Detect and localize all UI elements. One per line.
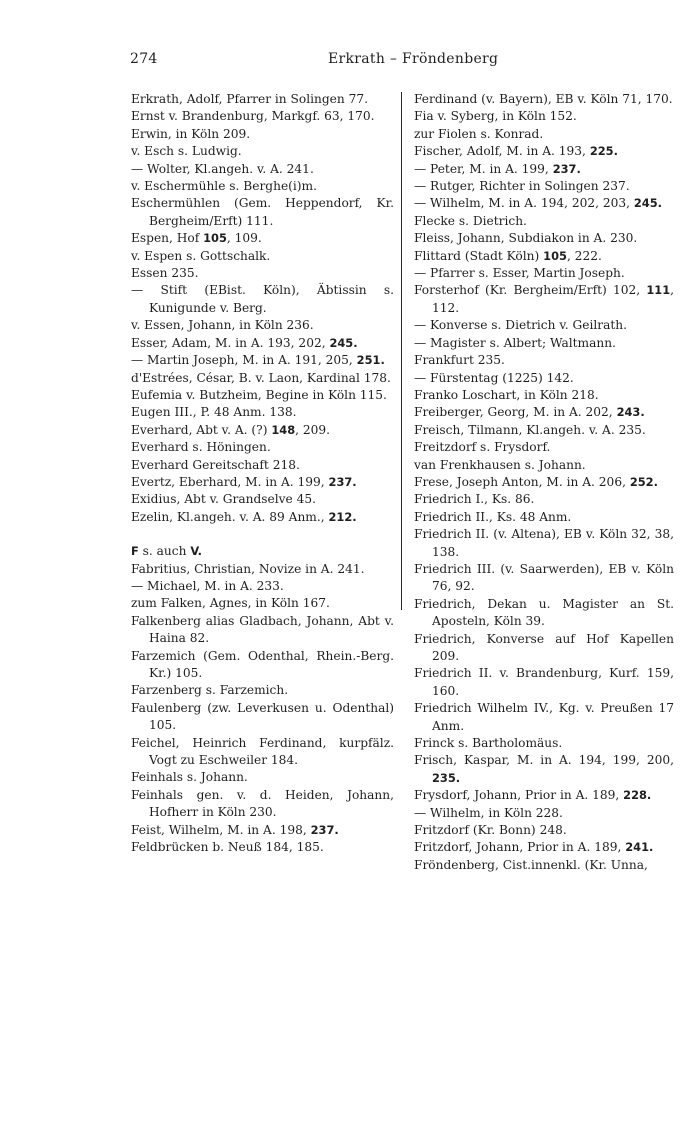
- entry-text: Frysdorf, Johann, Prior in A. 189,: [414, 788, 624, 803]
- index-entry: [414, 422, 674, 439]
- entry-text: Eugen III., P. 48 Anm. 138.: [131, 405, 297, 420]
- bold-reference: 237.: [310, 822, 339, 837]
- bold-reference: F: [131, 544, 139, 559]
- entry-text: s. auch: [138, 544, 191, 559]
- index-entry: [414, 213, 674, 230]
- entry-text: — Wilhelm, M. in A. 194, 202, 203,: [414, 196, 634, 211]
- entry-text: Friedrich II., Ks. 48 Anm.: [414, 509, 572, 524]
- entry-text: Feinhals gen. v. d. Heiden, Johann, Hofherr in Köln 230.: [131, 787, 394, 820]
- bold-reference: 111: [646, 283, 671, 298]
- index-entry: [414, 787, 674, 804]
- index-entry: [131, 248, 394, 265]
- index-entry: [414, 370, 674, 387]
- entry-text: Feist, Wilhelm, M. in A. 198,: [131, 822, 311, 837]
- index-entry: [414, 248, 674, 265]
- index-entry: [414, 265, 674, 282]
- bold-reference: 241.: [625, 840, 654, 855]
- index-entry: [414, 457, 674, 474]
- index-entry: [131, 613, 394, 648]
- entry-text: Essen 235.: [131, 266, 199, 281]
- index-entry: [414, 335, 674, 352]
- index-entry: [414, 526, 674, 561]
- entry-text: Friedrich I., Ks. 86.: [414, 492, 535, 507]
- bold-reference: 105: [203, 231, 227, 246]
- entry-text: Evertz, Eberhard, M. in A. 199,: [131, 474, 329, 489]
- entry-text: Fia v. Syberg, in Köln 152.: [414, 109, 577, 124]
- entry-text: Freisch, Tilmann, Kl.angeh. v. A. 235.: [414, 422, 646, 437]
- entry-text: Espen, Hof: [131, 231, 204, 246]
- index-entry: [414, 561, 674, 596]
- index-entry: [414, 91, 674, 108]
- index-entry: [131, 387, 394, 404]
- entry-text: Eufemia v. Butzheim, Begine in Köln 115.: [131, 387, 387, 402]
- entry-text: Everhard, Abt v. A. (?): [131, 422, 272, 437]
- entry-text: — Magister s. Albert; Waltmann.: [414, 335, 616, 350]
- entry-text: Feldbrücken b. Neuß 184, 185.: [131, 840, 324, 855]
- index-entry: [414, 805, 674, 822]
- index-entry: [414, 404, 674, 421]
- entry-text: , 109.: [226, 231, 262, 246]
- index-entry: [131, 404, 394, 421]
- index-entry: [414, 822, 674, 839]
- index-entry: [414, 317, 674, 334]
- entry-text: , 209.: [295, 422, 331, 437]
- entry-text: Fleiss, Johann, Subdiakon in A. 230.: [414, 231, 638, 246]
- index-entry: [131, 578, 394, 595]
- entry-text: v. Espen s. Gottschalk.: [131, 248, 271, 263]
- entry-text: Erkrath, Adolf, Pfarrer in Solingen 77.: [131, 92, 368, 106]
- index-entry: [414, 735, 674, 752]
- entry-text: Feichel, Heinrich Ferdinand, kurpfälz. Vogt zu Eschweiler 184.: [131, 735, 394, 768]
- index-entry: [131, 474, 394, 491]
- index-entry: [414, 387, 674, 404]
- index-entry: [414, 178, 674, 195]
- index-entry: [131, 787, 394, 822]
- entry-text: — Rutger, Richter in Solingen 237.: [414, 179, 630, 194]
- entry-text: Friedrich II. v. Brandenburg, Kurf. 159, 160.: [414, 666, 674, 698]
- entry-text: Friedrich Wilhelm IV., Kg. v. Preußen 17 Anm.: [414, 701, 674, 733]
- entry-text: Fischer, Adolf, M. in A. 193,: [414, 144, 590, 159]
- entry-text: Farzemich (Gem. Odenthal, Rhein.-Berg. Kr.) 105.: [131, 648, 394, 680]
- index-entry: [131, 282, 394, 317]
- index-entry: [131, 543, 394, 560]
- index-entry: [414, 108, 674, 125]
- index-entry: [414, 126, 674, 143]
- entry-text: Falkenberg alias Gladbach, Johann, Abt v. Haina 82.: [131, 613, 394, 646]
- index-column-right: [414, 91, 674, 874]
- bold-reference: V.: [190, 544, 203, 559]
- index-entry: [131, 370, 394, 387]
- index-entry: [131, 195, 394, 230]
- index-entry: [131, 108, 394, 125]
- entry-text: — Fürstentag (1225) 142.: [414, 370, 574, 385]
- entry-text: Ezelin, Kl.angeh. v. A. 89 Anm.,: [131, 509, 329, 524]
- entry-text: — Martin Joseph, M. in A. 191, 205,: [131, 353, 357, 368]
- index-entry: [131, 561, 394, 578]
- bold-reference: 212.: [328, 509, 357, 524]
- bold-reference: 252.: [629, 474, 658, 489]
- index-entry: [131, 91, 394, 108]
- entry-text: Flittard (Stadt Köln): [414, 248, 544, 263]
- entry-text: van Frenkhausen s. Johann.: [414, 457, 586, 472]
- index-entry: [414, 161, 674, 178]
- entry-text: Freiberger, Georg, M. in A. 202,: [414, 405, 617, 420]
- index-column-left: [131, 91, 394, 856]
- entry-text: Franko Loschart, in Köln 218.: [414, 387, 599, 402]
- index-entry: [414, 665, 674, 700]
- index-entry: [414, 700, 674, 735]
- running-head: Erkrath – Fröndenberg: [328, 51, 499, 67]
- index-entry: [414, 509, 674, 526]
- index-entry: [131, 126, 394, 143]
- entry-text: — Peter, M. in A. 199,: [414, 161, 553, 176]
- index-entry: [414, 631, 674, 666]
- entry-text: Faulenberg (zw. Leverkusen u. Odenthal) 105.: [131, 700, 394, 733]
- entry-text: Frese, Joseph Anton, M. in A. 206,: [414, 474, 630, 489]
- bold-reference: 251.: [356, 353, 385, 368]
- entry-text: Frisch, Kaspar, M. in A. 194, 199, 200,: [414, 753, 674, 768]
- index-entry: [414, 596, 674, 631]
- entry-text: Exidius, Abt v. Grandselve 45.: [131, 492, 316, 507]
- index-entry: [131, 648, 394, 683]
- index-entry: [414, 857, 674, 874]
- bold-reference: 237.: [328, 474, 357, 489]
- index-entry: [131, 822, 394, 839]
- index-entry: [131, 735, 394, 770]
- bold-reference: 237.: [552, 161, 581, 176]
- entry-text: Frinck s. Bartholomäus.: [414, 736, 563, 751]
- entry-text: Everhard Gereitschaft 218.: [131, 457, 300, 472]
- entry-text: zur Fiolen s. Konrad.: [414, 126, 544, 141]
- index-entry: [131, 769, 394, 786]
- index-entry: [414, 195, 674, 212]
- entry-text: — Pfarrer s. Esser, Martin Joseph.: [414, 266, 625, 281]
- entry-text: Ferdinand (v. Bayern), EB v. Köln 71, 170.: [414, 92, 673, 106]
- index-entry: [414, 839, 674, 856]
- entry-text: Flecke s. Dietrich.: [414, 213, 527, 228]
- index-entry: [131, 161, 394, 178]
- bold-reference: 148: [271, 422, 296, 437]
- index-entry: [414, 282, 674, 317]
- index-entry: [414, 491, 674, 508]
- bold-reference: 245.: [633, 196, 662, 211]
- index-entry: [131, 700, 394, 735]
- entry-text: — Konverse s. Dietrich v. Geilrath.: [414, 318, 627, 333]
- index-entry: [131, 178, 394, 195]
- entry-text: , 112.: [432, 283, 674, 315]
- entry-text: Friedrich II. (v. Altena), EB v. Köln 32, 38, 138.: [414, 527, 674, 559]
- bold-reference: 228.: [623, 788, 652, 803]
- entry-text: , 222.: [566, 248, 602, 263]
- entry-text: Forsterhof (Kr. Bergheim/Erft) 102,: [414, 283, 647, 298]
- entry-text: Fritzdorf, Johann, Prior in A. 189,: [414, 840, 626, 855]
- index-entry: [131, 422, 394, 439]
- entry-text: Fröndenberg, Cist.innenkl. (Kr. Unna,: [414, 857, 648, 872]
- entry-text: Friedrich, Konverse auf Hof Kapellen 209.: [414, 631, 674, 663]
- index-entry: [131, 457, 394, 474]
- index-entry: [131, 509, 394, 526]
- bold-reference: 245.: [329, 335, 358, 350]
- index-entry: [131, 839, 394, 856]
- entry-text: Friedrich, Dekan u. Magister an St. Aposteln, Köln 39.: [414, 596, 674, 629]
- index-entry: [414, 352, 674, 369]
- entry-text: Erwin, in Köln 209.: [131, 126, 251, 141]
- index-entry: [414, 230, 674, 247]
- index-entry: [131, 335, 394, 352]
- entry-text: Eschermühlen (Gem. Heppendorf, Kr. Bergheim/Erft) 111.: [131, 196, 394, 228]
- index-entry: [131, 352, 394, 369]
- bold-reference: 243.: [616, 405, 645, 420]
- index-entry: [131, 143, 394, 160]
- entry-text: — Stift (EBist. Köln), Äbtissin s. Kunigunde v. Berg.: [131, 283, 394, 315]
- column-divider: [401, 92, 402, 610]
- entry-text: Freitzdorf s. Frysdorf.: [414, 440, 551, 455]
- index-entry: [131, 230, 394, 247]
- index-entry: [414, 143, 674, 160]
- index-entry: [131, 595, 394, 612]
- entry-text: v. Eschermühle s. Berghe(i)m.: [131, 179, 317, 194]
- entry-text: Fritzdorf (Kr. Bonn) 248.: [414, 823, 567, 838]
- page-number: 274: [130, 51, 158, 67]
- entry-text: Esser, Adam, M. in A. 193, 202,: [131, 335, 330, 350]
- entry-text: v. Esch s. Ludwig.: [131, 144, 242, 159]
- entry-text: v. Essen, Johann, in Köln 236.: [131, 318, 314, 333]
- entry-text: — Wolter, Kl.angeh. v. A. 241.: [131, 161, 314, 176]
- index-entry: [414, 474, 674, 491]
- entry-text: Friedrich III. (v. Saarwerden), EB v. Köln 76, 92.: [414, 561, 674, 594]
- entry-text: Fabritius, Christian, Novize in A. 241.: [131, 561, 365, 576]
- bold-reference: 225.: [589, 144, 618, 159]
- entry-text: Frankfurt 235.: [414, 353, 505, 368]
- index-entry: [131, 317, 394, 334]
- bold-reference: 105: [543, 248, 567, 263]
- entry-text: Ernst v. Brandenburg, Markgf. 63, 170.: [131, 109, 375, 124]
- entry-text: — Michael, M. in A. 233.: [131, 578, 284, 593]
- index-entry: [131, 265, 394, 282]
- index-entry: [414, 752, 674, 787]
- entry-text: Everhard s. Höningen.: [131, 440, 271, 455]
- index-entry: [131, 682, 394, 699]
- entry-text: — Wilhelm, in Köln 228.: [414, 805, 563, 820]
- index-entry: [131, 439, 394, 456]
- bold-reference: 235.: [432, 770, 461, 785]
- entry-text: zum Falken, Agnes, in Köln 167.: [131, 596, 330, 611]
- entry-text: Feinhals s. Johann.: [131, 770, 248, 785]
- index-entry: [414, 439, 674, 456]
- index-entry: [131, 491, 394, 508]
- entry-text: Farzenberg s. Farzemich.: [131, 683, 289, 698]
- entry-text: d'Estrées, César, B. v. Laon, Kardinal 178.: [131, 370, 391, 385]
